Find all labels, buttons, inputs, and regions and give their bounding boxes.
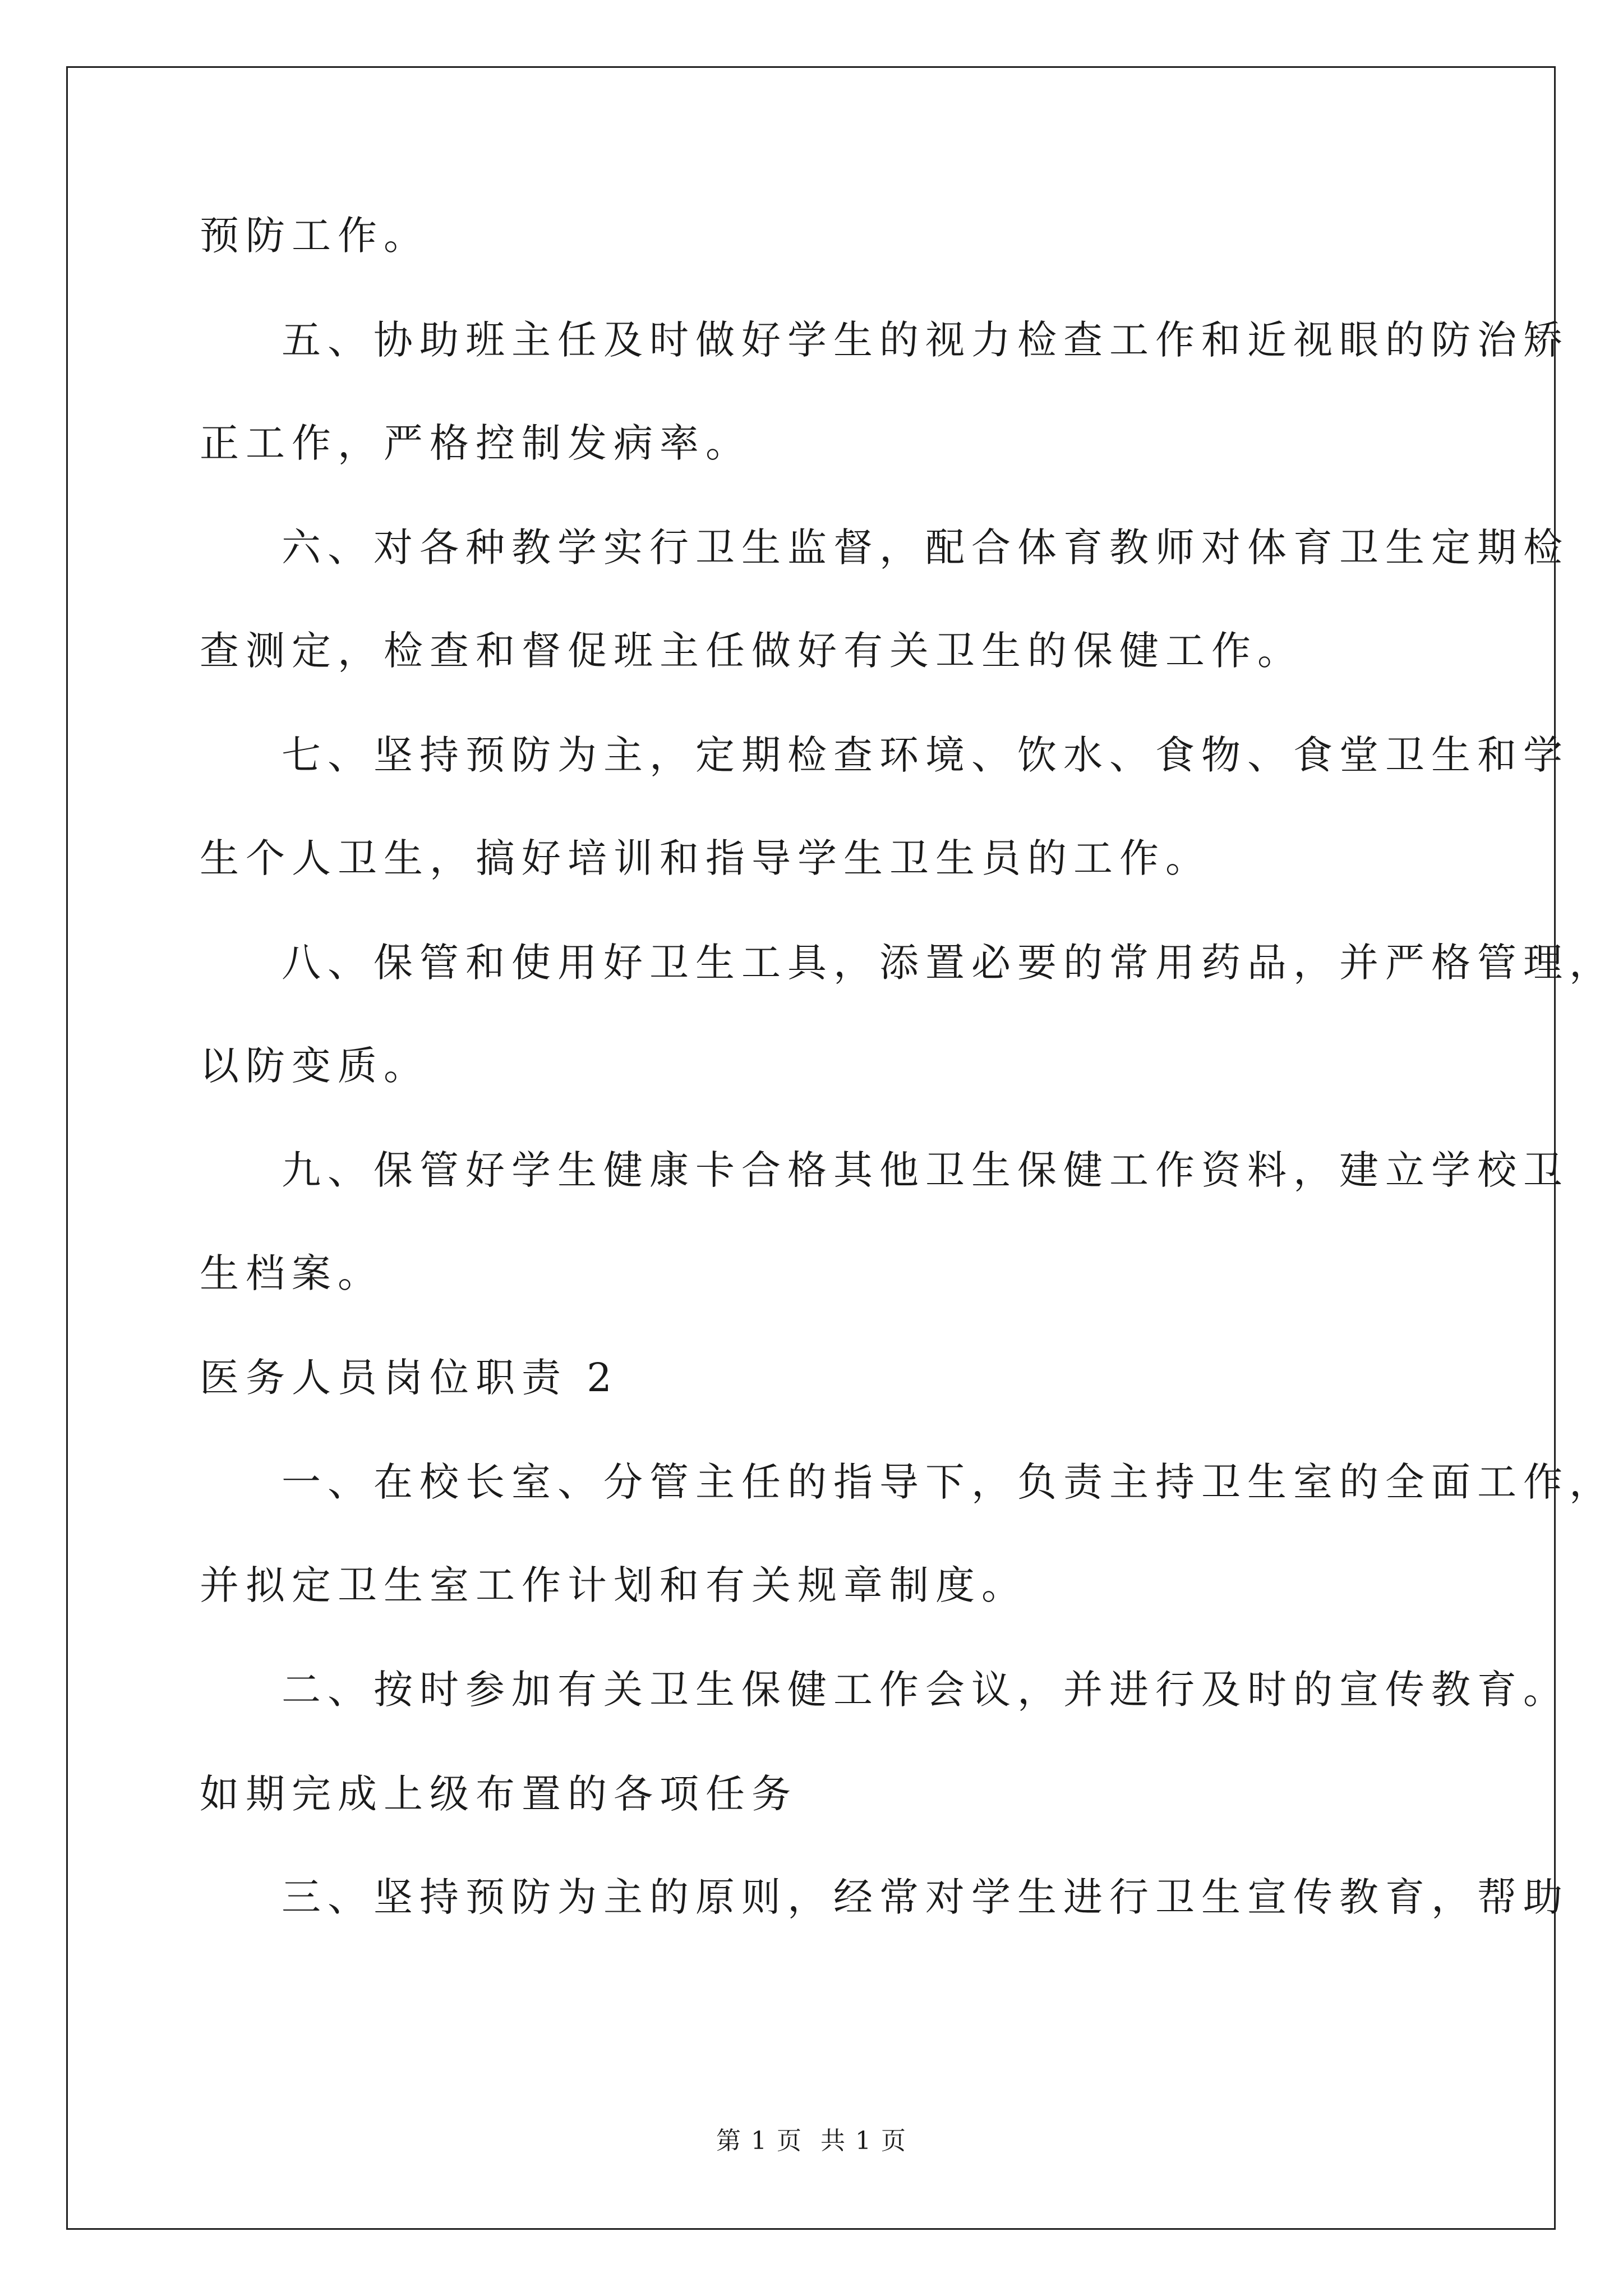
page-total: 共 1 页	[820, 2127, 907, 2155]
paragraph-start-line: 三、坚持预防为主的原则，经常对学生进行卫生宣传教育，帮助	[282, 1874, 1569, 1920]
paragraph-line: 如期完成上级布置的各项任务	[200, 1771, 797, 1817]
paragraph-start-line: 二、按时参加有关卫生保健工作会议，并进行及时的宣传教育。	[282, 1667, 1569, 1713]
paragraph-line: 查测定，检查和督促班主任做好有关卫生的保健工作。	[200, 628, 1303, 674]
paragraph-start-line: 六、对各种教学实行卫生监督，配合体育教师对体育卫生定期检	[282, 524, 1569, 570]
paragraph-start-line: 五、协助班主任及时做好学生的视力检查工作和近视眼的防治矫	[282, 317, 1569, 363]
page-footer	[0, 2120, 1623, 2156]
paragraph-line: 生个人卫生，搞好培训和指导学生卫生员的工作。	[200, 835, 1211, 881]
paragraph-line: 医务人员岗位职责 2	[200, 1355, 619, 1401]
paragraph-start-line: 一、在校长室、分管主任的指导下，负责主持卫生室的全面工作，	[282, 1459, 1615, 1505]
paragraph-start-line: 八、保管和使用好卫生工具，添置必要的常用药品，并严格管理，	[282, 940, 1615, 986]
paragraph-line: 并拟定卫生室工作计划和有关规章制度。	[200, 1562, 1027, 1608]
paragraph-start-line: 七、坚持预防为主，定期检查环境、饮水、食物、食堂卫生和学	[282, 732, 1569, 778]
page-number: 第 1 页	[716, 2127, 803, 2155]
paragraph-line: 正工作，严格控制发病率。	[200, 420, 751, 466]
paragraph-line: 预防工作。	[200, 213, 430, 259]
paragraph-start-line: 九、保管好学生健康卡合格其他卫生保健工作资料，建立学校卫	[282, 1147, 1569, 1193]
paragraph-line: 以防变质。	[200, 1043, 430, 1089]
paragraph-line: 生档案。	[200, 1250, 384, 1296]
